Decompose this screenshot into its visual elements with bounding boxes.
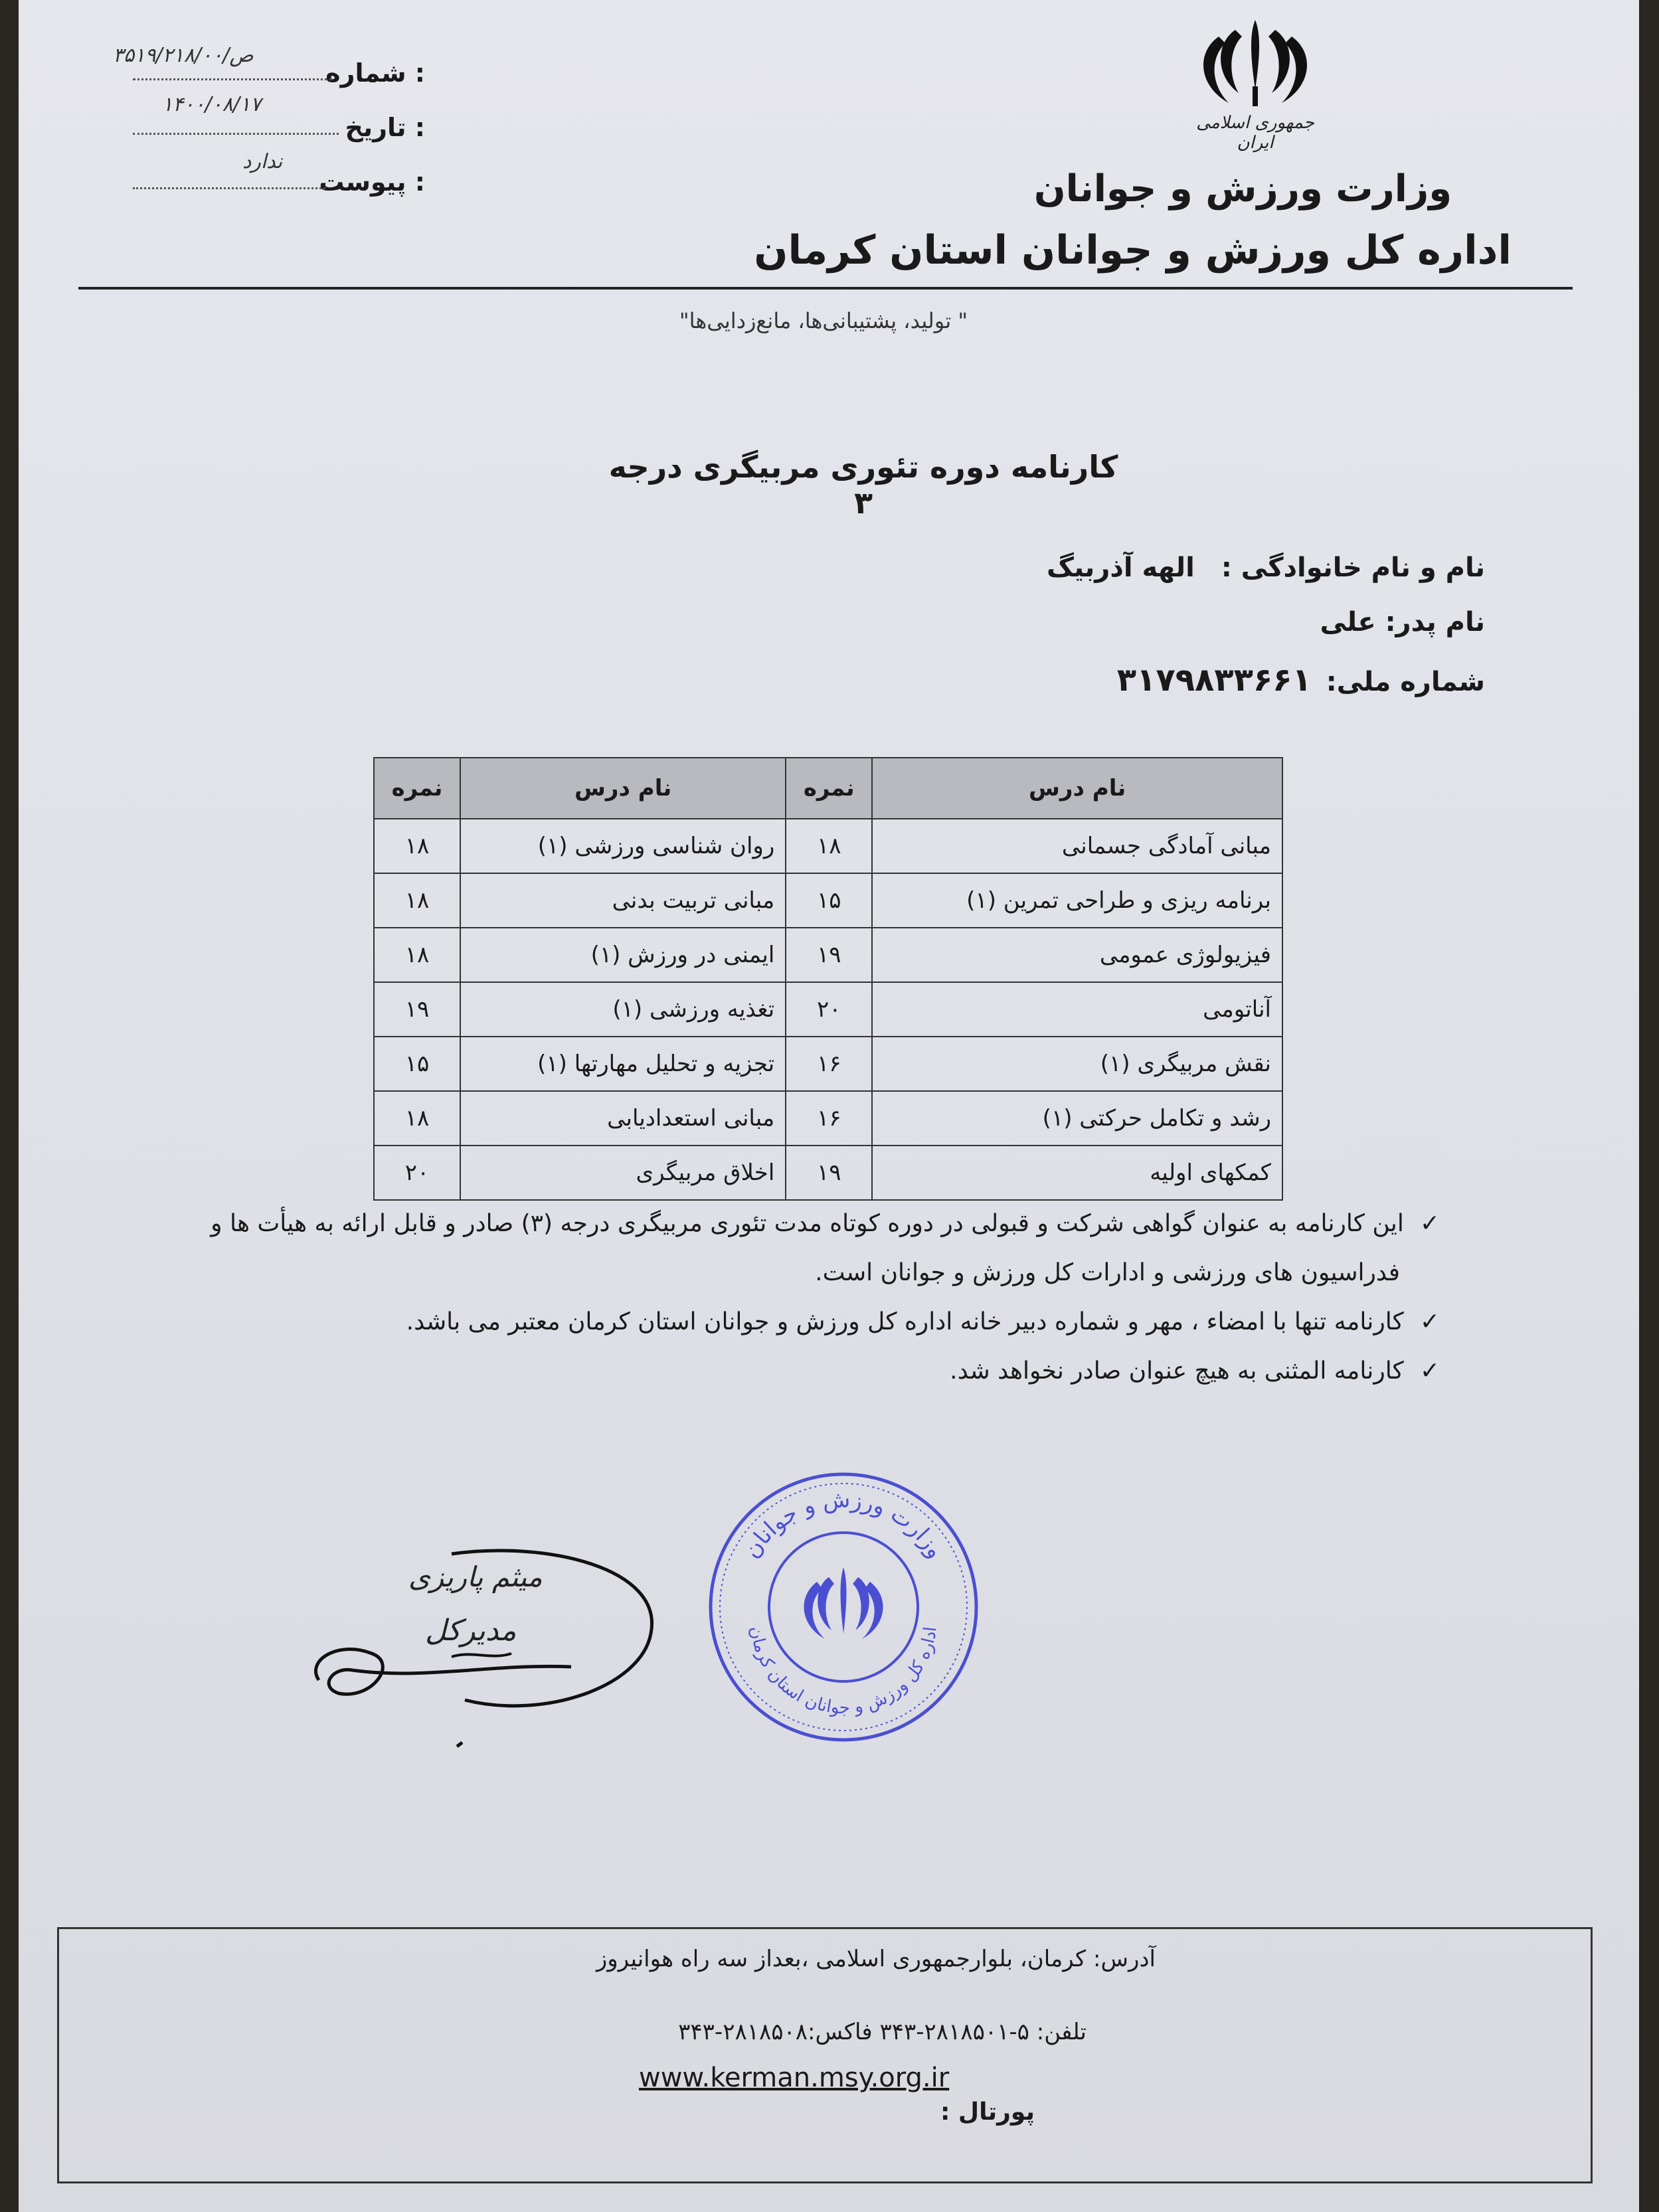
slogan: " تولید، پشتیبانی‌ها، مانع‌زدایی‌ها" [679, 308, 968, 333]
note-2-text: کارنامه تنها با امضاء ، مهر و شماره دبیر خانه اداره کل ورزش و جوانان استان کرمان معتبر می باشد. [406, 1308, 1404, 1335]
note-3-text: کارنامه المثنی به هیچ عنوان صادر نخواهد شد. [950, 1357, 1404, 1385]
father-name: نام پدر: علی [1320, 607, 1485, 638]
report-title: کارنامه دوره تئوری مربیگری درجه ۳ [608, 449, 1118, 521]
note-1-text-a: این کارنامه به عنوان گواهی شرکت و قبولی در دوره کوتاه مدت تئوری مربیگری درجه (۳) صادر و قابل ارائه به هیأت ها و [211, 1210, 1404, 1237]
check-icon: ✓ [1419, 1357, 1440, 1385]
note-1-line-1 [45, 1199, 1440, 1248]
course-name: نقش مربیگری (۱) [872, 1037, 1282, 1091]
course-grade: ۱۸ [374, 1091, 460, 1146]
note-3 [45, 1347, 1440, 1396]
course-grade: ۱۸ [374, 928, 460, 982]
course-grade: ۲۰ [374, 1146, 460, 1200]
emblem-caption: جمهوری اسلامی ایران [1196, 113, 1314, 153]
national-id-label: شماره ملی: [1326, 667, 1485, 697]
course-grade: ۲۰ [786, 982, 872, 1037]
footer-portal-label: پورتال : [940, 2098, 1035, 2126]
course-grade: ۱۶ [786, 1037, 872, 1091]
course-grade: ۱۹ [374, 982, 460, 1037]
meta-attachment-dots [133, 187, 325, 189]
course-name: فیزیولوژی عمومی [872, 928, 1282, 982]
national-id-row [1117, 661, 1485, 699]
course-grade: ۱۹ [786, 928, 872, 982]
course-name: تجزیه و تحلیل مهارتها (۱) [460, 1037, 786, 1091]
signatory-name: میثم پاریزی [408, 1561, 543, 1593]
header-divider [78, 287, 1573, 290]
course-grade: ۱۵ [786, 873, 872, 928]
course-grade: ۱۶ [786, 1091, 872, 1146]
header-grade: نمره [374, 758, 460, 819]
header-course: نام درس [460, 758, 786, 819]
table-row [374, 819, 1282, 873]
stamp-inner-text: اداره کل ورزش و جوانان استان کرمان [746, 1625, 941, 1719]
check-icon: ✓ [1419, 1210, 1440, 1237]
student-name-value: الهه آذربیگ [1046, 553, 1195, 583]
meta-date-dots [133, 133, 339, 135]
course-name: مبانی آمادگی جسمانی [872, 819, 1282, 873]
table-row [374, 1037, 1282, 1091]
course-grade: ۱۵ [374, 1037, 460, 1091]
meta-number-value: ۳۵۱۹/ص/۲۱۸/۰۰ [113, 44, 254, 67]
meta-number [113, 44, 425, 92]
course-name: روان شناسی ورزشی (۱) [460, 819, 786, 873]
course-name: مبانی تربیت بدنی [460, 873, 786, 928]
stamp-outer-text: وزارت ورزش و جوانان [738, 1486, 949, 1563]
meta-attachment [133, 150, 425, 201]
grades-table [373, 757, 1283, 1201]
meta-attachment-label: پیوست : [319, 167, 425, 197]
meta-number-label: شماره : [325, 58, 425, 88]
course-name: رشد و تکامل حرکتی (۱) [872, 1091, 1282, 1146]
table-row [374, 982, 1282, 1037]
meta-attachment-value: ندارد [242, 150, 283, 173]
official-stamp [704, 1468, 983, 1746]
table-row [374, 1091, 1282, 1146]
course-grade: ۱۸ [374, 819, 460, 873]
table-row [374, 928, 1282, 982]
meta-date-label: تاریخ : [345, 113, 425, 142]
course-grade: ۱۹ [786, 1146, 872, 1200]
check-icon: ✓ [1419, 1308, 1440, 1335]
course-name: مبانی استعدادیابی [460, 1091, 786, 1146]
course-name: ایمنی در ورزش (۱) [460, 928, 786, 982]
course-name: اخلاق مربیگری [460, 1146, 786, 1200]
footer-address: آدرس: کرمان، بلوارجمهوری اسلامی ،بعداز سه راه هوانیروز [596, 1946, 1156, 1972]
national-id-value: ۳۱۷۹۸۳۳۶۶۱ [1116, 661, 1312, 699]
header-grade: نمره [786, 758, 872, 819]
meta-date [133, 93, 425, 146]
stamp-emblem-icon [804, 1567, 883, 1639]
meta-date-value: ۱۴۰۰/۰۸/۱۷ [162, 93, 262, 116]
note-1-text-b: فدراسیون های ورزشی و ادارات کل ورزش و جوانان است. [815, 1259, 1400, 1286]
table-row [374, 873, 1282, 928]
meta-number-dots [133, 78, 332, 80]
footer-portal-link[interactable]: www.kerman.msy.org.ir [639, 2063, 950, 2093]
course-name: کمکهای اولیه [872, 1146, 1282, 1200]
footer-phone-fax: تلفن: ۵-۲۸۱۸۵۰۱-۳۴۳ فاکس:۲۸۱۸۵۰۸-۳۴۳ [678, 2019, 1087, 2045]
table-header-row [374, 758, 1282, 819]
student-name-row [1047, 553, 1485, 583]
note-2 [45, 1298, 1440, 1347]
ministry-name: وزارت ورزش و جوانان [1033, 167, 1452, 211]
directorate-name: اداره کل ورزش و جوانان استان کرمان [754, 227, 1512, 274]
student-name-label: نام و نام خانوادگی : [1221, 553, 1485, 583]
course-name: برنامه ریزی و طراحی تمرین (۱) [872, 873, 1282, 928]
course-name: آناتومی [872, 982, 1282, 1037]
note-1 [45, 1199, 1440, 1298]
course-grade: ۱۸ [786, 819, 872, 873]
table-row [374, 1146, 1282, 1200]
iran-emblem-icon [1189, 13, 1322, 113]
header-course: نام درس [872, 758, 1282, 819]
signatory-title: مدیرکل [425, 1614, 517, 1648]
course-grade: ۱۸ [374, 873, 460, 928]
course-name: تغذیه ورزشی (۱) [460, 982, 786, 1037]
